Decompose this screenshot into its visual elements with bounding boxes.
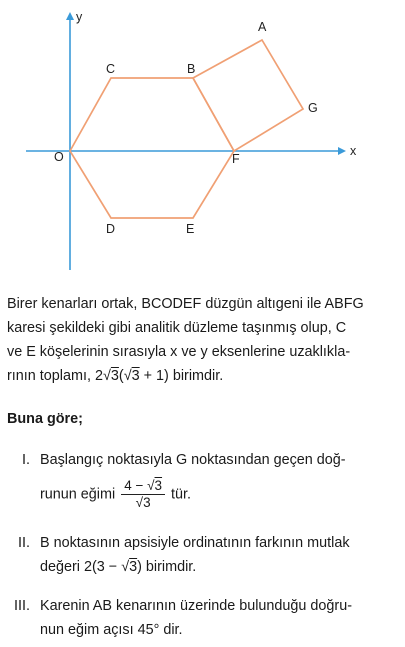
slope-fraction: $\frac{4 - √3}{√3}$ xyxy=(121,478,165,511)
point-label-b: B xyxy=(187,62,196,76)
statement-1 xyxy=(0,448,405,528)
problem-line-2: karesi şekildeki gibi analitik düzleme taşınmış olup, C xyxy=(7,320,347,336)
statement-body: Karenin AB kenarının üzerinde bulunduğu doğru- nun eğim açısı 45° dir. xyxy=(40,598,353,638)
hexagon-bcodef xyxy=(70,78,234,218)
statement-body: B noktasının apsisiyle ordinatının farkının mutlak değeri 2(3 − √3) birimdir. xyxy=(40,535,350,575)
statement-2 xyxy=(0,531,405,581)
statement-3 xyxy=(0,594,405,644)
square-abfg xyxy=(193,40,303,151)
point-label-c: C xyxy=(106,62,116,76)
problem-text xyxy=(7,292,399,388)
statement-number: III. xyxy=(14,598,30,614)
prompt-heading: Buna göre; xyxy=(7,411,83,427)
point-label-o: O xyxy=(54,150,64,164)
point-label-g: G xyxy=(308,101,318,115)
point-label-e: E xyxy=(186,222,195,236)
problem-line-1: Birer kenarları ortak, BCODEF düzgün altıgeni ile ABFG xyxy=(7,296,364,312)
point-label-f: F xyxy=(232,152,240,166)
point-label-d: D xyxy=(106,222,116,236)
y-axis-label: y xyxy=(76,10,83,24)
statement-number: II. xyxy=(18,535,30,551)
x-axis-label: x xyxy=(350,144,357,158)
problem-line-4: rının toplamı, 2√3(√3 + 1) birimdir. xyxy=(7,368,224,384)
problem-line-3: ve E köşelerinin sırasıyla x ve y eksenlerine uzaklıkla- xyxy=(7,344,351,360)
statement-number: I. xyxy=(22,452,30,468)
coordinate-figure xyxy=(0,0,405,282)
point-label-a: A xyxy=(258,20,267,34)
statement-body: Başlangıç noktasıyla G noktasından geçen doğ- runun eğimi $\frac{4 - √3}{√3}$ tür. xyxy=(40,452,346,510)
